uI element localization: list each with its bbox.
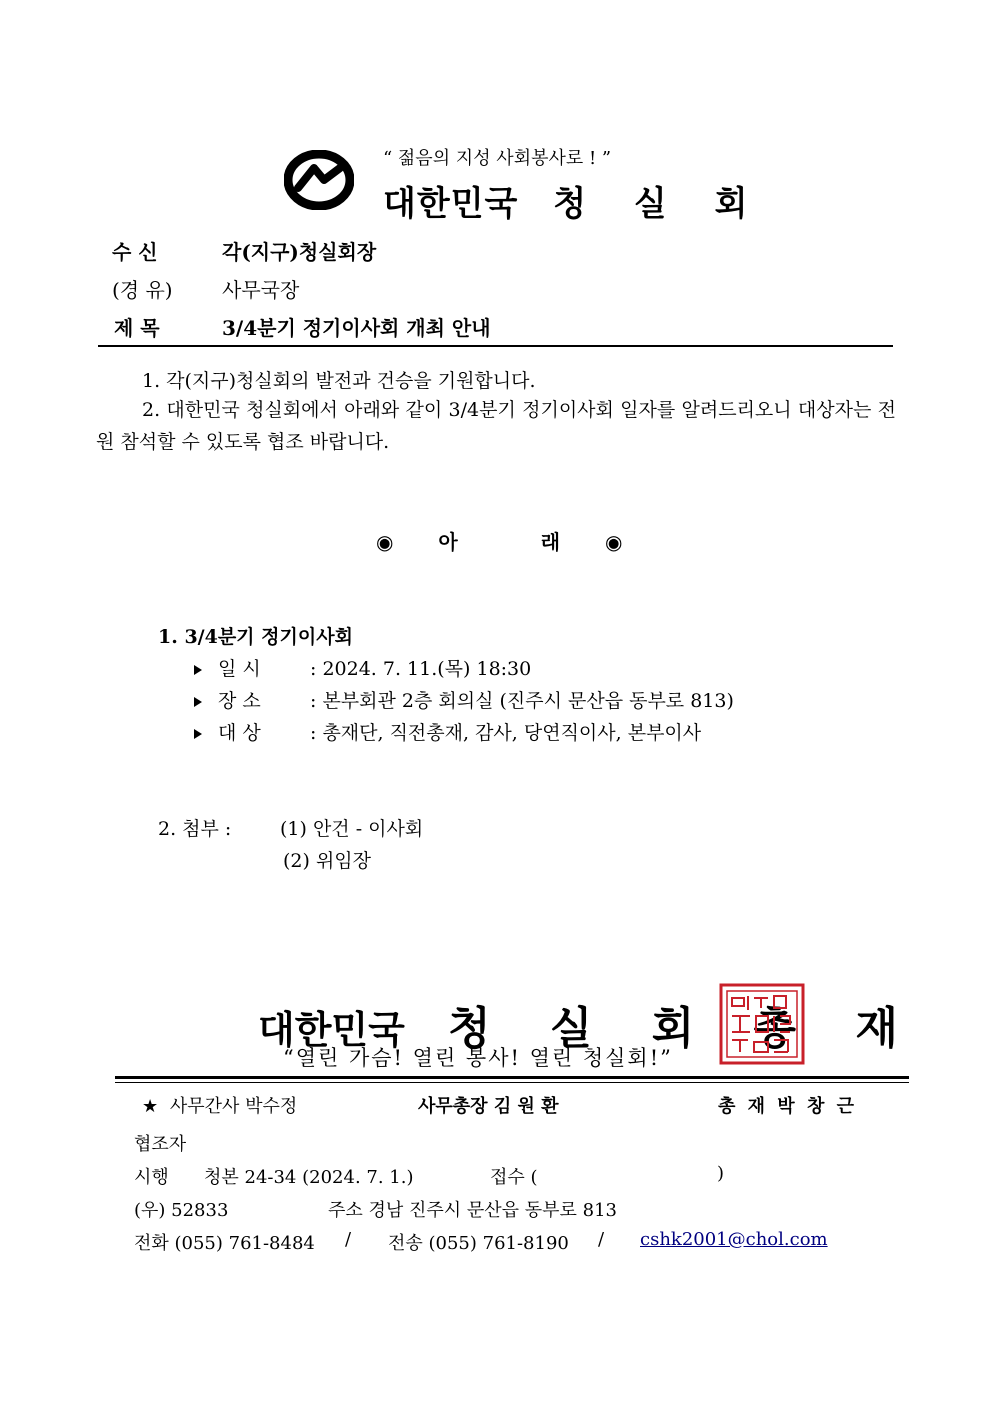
- secretary-general: 사무총장 김 원 환: [418, 1096, 559, 1117]
- separator-2: /: [598, 1229, 605, 1250]
- address: 주소 경남 진주시 문산읍 동부로 813: [328, 1200, 618, 1221]
- subject-label: 제 목: [114, 316, 160, 340]
- notice-word-2: 래: [540, 530, 561, 554]
- footer-divider-thin: [115, 1082, 909, 1083]
- staff-line: ★ 사무간사 박수정: [142, 1096, 298, 1117]
- header-divider: [98, 345, 893, 347]
- email-link[interactable]: cshk2001@chol.com: [640, 1229, 828, 1250]
- separator-1: /: [345, 1229, 352, 1250]
- receipt-label: 접수 (: [490, 1167, 538, 1188]
- footer-slogan: “열린 가슴! 열린 봉사! 열린 청실회!”: [283, 1046, 673, 1070]
- fax: 전송 (055) 761-8190: [388, 1233, 569, 1254]
- bullet-triangle-icon: [194, 665, 202, 675]
- star-icon: ★: [142, 1096, 159, 1117]
- via-value: 사무국장: [222, 278, 300, 302]
- president: 총 재 박 창 근: [718, 1096, 858, 1117]
- item-2-label: 2. 첨부 :: [158, 818, 232, 840]
- receipt-close: ): [717, 1163, 725, 1184]
- notice-mark-right-icon: ◉: [605, 530, 623, 554]
- via-label: (경 유): [112, 278, 173, 302]
- footer-divider-thick: [115, 1076, 909, 1079]
- org-title-prefix: 대한민국: [383, 184, 519, 224]
- official-seal-icon: [718, 982, 806, 1066]
- body-paragraph-2: 2. 대한민국 청실회에서 아래와 같이 3/4분기 정기이사회 일자를 알려드리오니 대상자는 전원 참석할 수 있도록 협조 바랍니다.: [96, 399, 896, 453]
- item-row-target: 대 상 : 총재단, 직전총재, 감사, 당연직이사, 본부이사: [194, 718, 701, 745]
- issue-label: 시행: [134, 1167, 169, 1188]
- item-row-date: 일 시 : 2024. 7. 11.(목) 18:30: [194, 654, 531, 681]
- footer-organization-title: 대한민국 청 실 회 총 재: [258, 1003, 920, 1054]
- notice-mark-left-icon: ◉: [376, 530, 394, 554]
- zip-code: (우) 52833: [134, 1200, 229, 1221]
- subject-value: 3/4분기 정기이사회 개최 안내: [222, 316, 491, 340]
- attachment-1: (1) 안건 - 이사회: [280, 818, 424, 840]
- recipient-label: 수 신: [112, 240, 158, 264]
- item-row-place: 장 소 : 본부회관 2층 회의실 (진주시 문산읍 동부로 813): [194, 686, 734, 713]
- notice-heading: [376, 526, 622, 555]
- issue-value: 청본 24-34 (2024. 7. 1.): [204, 1167, 414, 1188]
- organization-logo-icon: [284, 150, 354, 210]
- header-slogan: “ 젊음의 지성 사회봉사로 ! ”: [383, 148, 612, 169]
- item-1-title: 1. 3/4분기 정기이사회: [158, 626, 353, 648]
- attachment-2: (2) 위임장: [283, 850, 372, 872]
- org-title-suffix: 청 실 회: [553, 184, 766, 224]
- cooperator-label: 협조자: [134, 1134, 187, 1155]
- notice-word-1: 아: [438, 530, 458, 554]
- organization-title: [383, 176, 765, 225]
- bullet-triangle-icon: [194, 697, 202, 707]
- phone: 전화 (055) 761-8484: [134, 1233, 315, 1254]
- recipient-value: 각(지구)청실회장: [222, 240, 377, 264]
- body-paragraph-1: 1. 각(지구)청실회의 발전과 건승을 기원합니다.: [142, 370, 536, 392]
- bullet-triangle-icon: [194, 729, 202, 739]
